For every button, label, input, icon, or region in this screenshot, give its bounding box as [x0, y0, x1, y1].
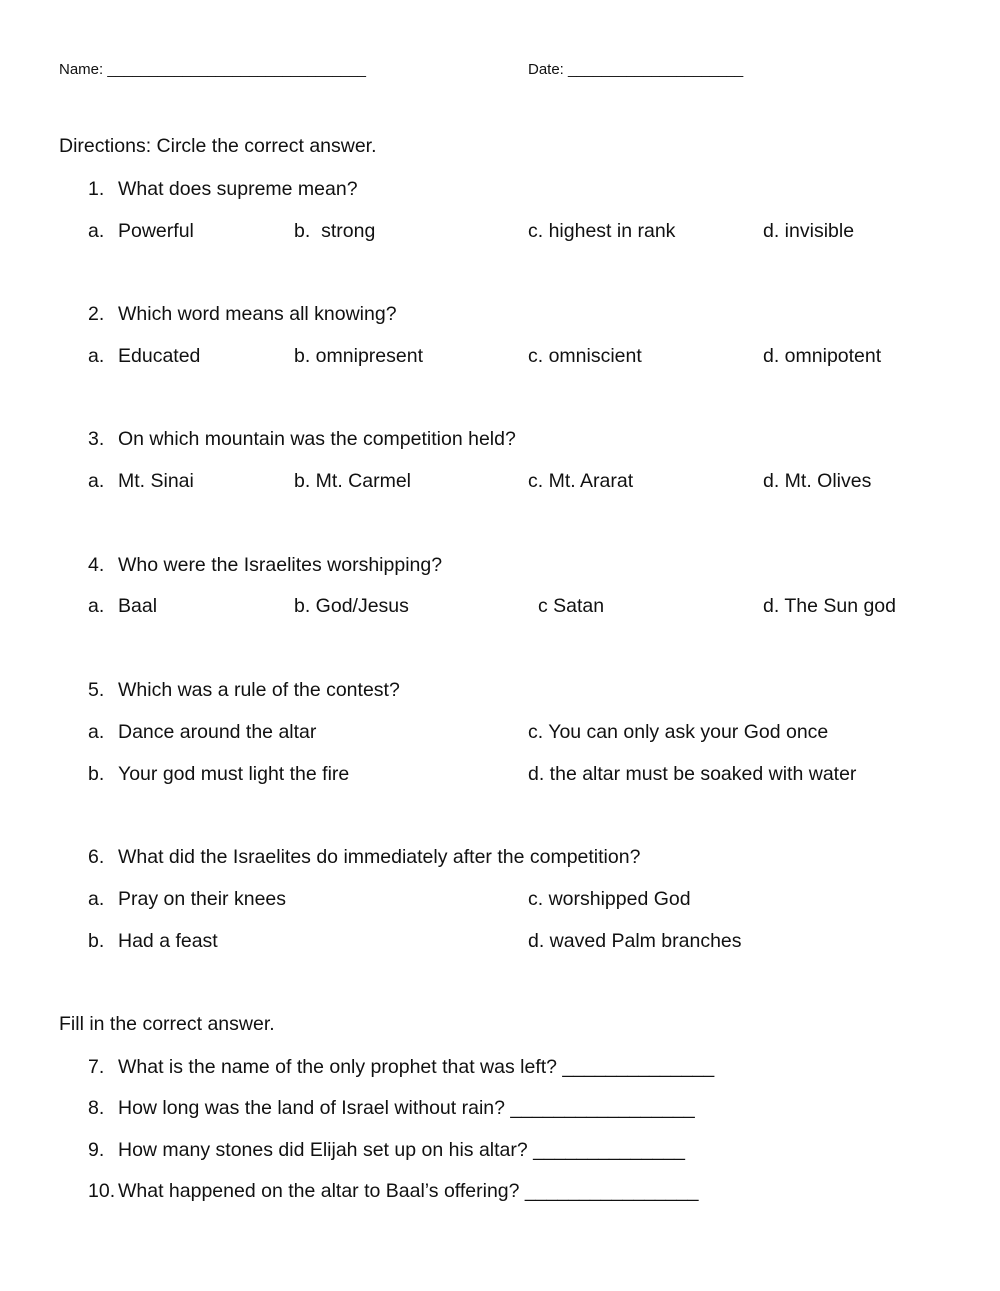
fill-in-question: How many stones did Elijah set up on his altar? ______________ [118, 1139, 685, 1161]
question-text: What did the Israelites do immediately after the competition? [118, 846, 641, 868]
option-d: d. The Sun god [763, 595, 896, 617]
option-b: b. God/Jesus [294, 595, 409, 617]
option-b: b. Mt. Carmel [294, 470, 412, 492]
name-field-label: Name: _______________________________ [59, 61, 366, 78]
question-number: 2. [88, 303, 105, 325]
question-number: 5. [88, 679, 105, 701]
directions-text: Directions: Circle the correct answer. [59, 135, 377, 157]
question-text: Which word means all knowing? [118, 303, 397, 325]
fill-in-number: 10. [88, 1180, 116, 1202]
option-a: Dance around the altar [118, 721, 317, 743]
option-c: c. You can only ask your God once [528, 721, 829, 743]
option-d: d. invisible [763, 220, 855, 242]
question-number: 6. [88, 846, 105, 868]
fill-in-question: How long was the land of Israel without rain? _________________ [118, 1097, 695, 1119]
option-letter: a. [88, 595, 105, 617]
option-letter: a. [88, 721, 105, 743]
option-a: Pray on their knees [118, 888, 287, 910]
question-number: 4. [88, 554, 105, 576]
option-d: d. Mt. Olives [763, 470, 872, 492]
question-text: What does supreme mean? [118, 178, 358, 200]
question-text: Which was a rule of the contest? [118, 679, 400, 701]
option-a: Powerful [118, 220, 194, 242]
option-b: b. strong [294, 220, 376, 242]
option-b: Had a feast [118, 930, 218, 952]
option-c: c. worshipped God [528, 888, 691, 910]
option-letter: a. [88, 888, 105, 910]
question-text: Who were the Israelites worshipping? [118, 554, 443, 576]
option-c: c. Mt. Ararat [528, 470, 634, 492]
option-a: Baal [118, 595, 158, 617]
question-number: 3. [88, 428, 105, 450]
option-d: d. waved Palm branches [528, 930, 742, 952]
option-a: Mt. Sinai [118, 470, 194, 492]
option-c: c Satan [538, 595, 605, 617]
fill-in-question: What happened on the altar to Baal’s offering? ________________ [118, 1180, 699, 1202]
fill-in-number: 8. [88, 1097, 105, 1119]
question-text: On which mountain was the competition held? [118, 428, 516, 450]
fill-in-number: 7. [88, 1056, 105, 1078]
option-letter: b. [88, 763, 105, 785]
option-d: d. the altar must be soaked with water [528, 763, 857, 785]
option-c: c. highest in rank [528, 220, 676, 242]
fill-in-heading: Fill in the correct answer. [59, 1013, 275, 1035]
option-b: b. omnipresent [294, 345, 423, 367]
date-field-label: Date: _____________________ [528, 61, 744, 78]
option-c: c. omniscient [528, 345, 642, 367]
fill-in-number: 9. [88, 1139, 105, 1161]
option-letter: a. [88, 345, 105, 367]
option-letter: b. [88, 930, 105, 952]
option-a: Educated [118, 345, 201, 367]
option-b: Your god must light the fire [118, 763, 350, 785]
question-number: 1. [88, 178, 105, 200]
fill-in-question: What is the name of the only prophet that was left? ______________ [118, 1056, 715, 1078]
option-letter: a. [88, 470, 105, 492]
option-d: d. omnipotent [763, 345, 882, 367]
option-letter: a. [88, 220, 105, 242]
